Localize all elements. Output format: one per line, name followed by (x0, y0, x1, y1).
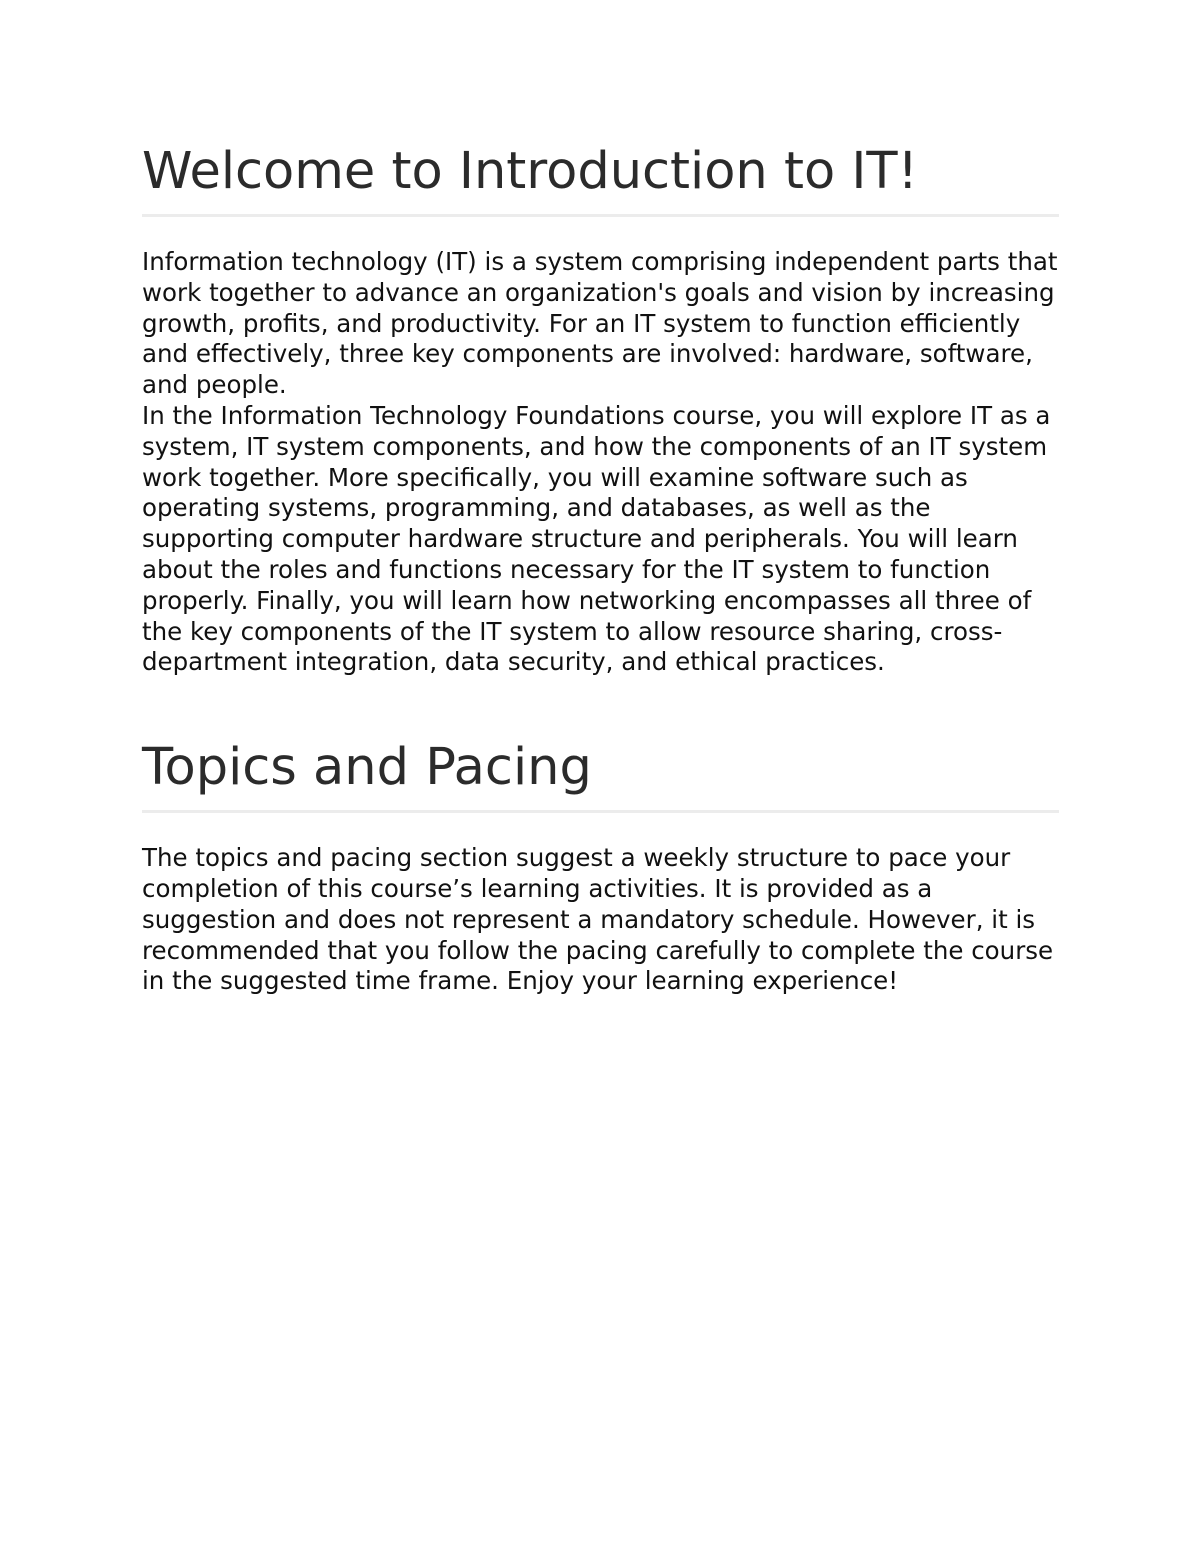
intro-paragraph: Information technology (IT) is a system comprising independent parts that work together to advance an organization's goals and vision by increasing growth, profits, and productivity. For an IT system to function efficiently and effectively, three key components are involved: hardware, software, and people. (142, 247, 1058, 400)
topics-pacing-section (142, 736, 1059, 997)
course-overview-paragraph: In the Information Technology Foundations course, you will explore IT as a system, IT system components, and how the components of an IT system work together. More specifically, you will examine software such as operating systems, programming, and databases, as well as the supporting computer hardware structure and peripherals. You will learn about the roles and functions necessary for the IT system to function properly. Finally, you will learn how networking encompasses all three of the key components of the IT system to allow resource sharing, cross-department integration, data security, and ethical practices. (142, 400, 1051, 677)
welcome-heading: Welcome to Introduction to IT! (142, 142, 919, 201)
topics-pacing-heading: Topics and Pacing (142, 738, 592, 798)
heading-divider (142, 214, 1059, 217)
welcome-section (142, 140, 1059, 678)
pacing-paragraph: The topics and pacing section suggest a weekly structure to pace your completion of this course’s learning activities. It is provided as a suggestion and does not represent a mandatory schedule. However, it is recommended that you follow the pacing carefully to complete the course in the suggested time frame. Enjoy your learning experience! (142, 843, 1054, 996)
document-page (142, 140, 1059, 997)
heading-divider (142, 810, 1059, 813)
